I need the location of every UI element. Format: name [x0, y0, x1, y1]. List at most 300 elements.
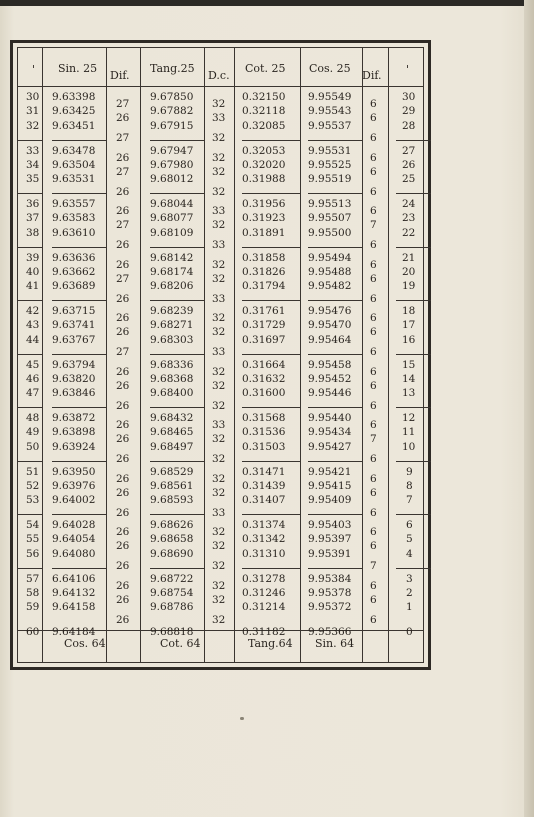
sin-value: 9.63794: [52, 358, 96, 371]
dif-right-value: 6: [370, 112, 377, 125]
column-rule: [106, 48, 107, 662]
dif-left-value: 26: [116, 506, 130, 519]
group-rule: [52, 247, 106, 248]
group-rule: [52, 407, 106, 408]
tang-value: 9.68561: [150, 479, 194, 492]
header-minute-left: ': [32, 63, 36, 76]
dif-left-value: 26: [116, 453, 130, 466]
dif-right-value: 6: [370, 379, 377, 392]
group-rule: [242, 514, 300, 515]
dif-right-value: 6: [370, 486, 377, 499]
sin-value: 9.64132: [52, 586, 96, 599]
sin-value: 9.63898: [52, 426, 96, 439]
dc-value: 32: [212, 526, 226, 539]
dif-right-value: 6: [370, 399, 377, 412]
dif-right-value: 6: [370, 346, 377, 359]
group-rule: [396, 461, 431, 462]
cos-value: 9.95464: [308, 333, 352, 346]
sin-value: 9.63846: [52, 387, 96, 400]
header-cos: Cos. 25: [309, 62, 351, 75]
minute-right: 4: [406, 547, 413, 560]
cot-value: 0.31794: [242, 280, 286, 293]
dc-value: 32: [212, 165, 226, 178]
ink-speck: [240, 717, 244, 720]
cot-value: 0.31858: [242, 251, 286, 264]
tang-value: 9.67915: [150, 119, 194, 132]
tang-value: 9.68722: [150, 572, 194, 585]
group-rule: [308, 247, 362, 248]
dif-left-value: 26: [116, 540, 130, 553]
dc-value: 32: [212, 540, 226, 553]
minute-left: 55: [26, 533, 40, 546]
minute-right: 11: [402, 426, 416, 439]
page-edge: [524, 0, 534, 817]
group-rule: [308, 354, 362, 355]
tang-value: 9.68818: [150, 626, 194, 638]
sin-value: 9.64002: [52, 494, 96, 507]
tang-value: 9.68239: [150, 305, 194, 317]
tang-value: 9.68142: [150, 251, 194, 264]
dc-value: 33: [212, 419, 226, 432]
tang-value: 9.67980: [150, 158, 194, 171]
tang-value: 9.67947: [150, 144, 194, 157]
cot-value: 0.31503: [242, 440, 286, 453]
dif-left-value: 26: [116, 151, 130, 164]
cot-value: 0.31761: [242, 305, 286, 317]
minute-right: 5: [406, 533, 413, 546]
sin-value: 9.63662: [52, 265, 96, 278]
group-rule: [18, 407, 42, 408]
dc-value: 32: [212, 312, 226, 325]
log-trig-table: [10, 40, 431, 670]
cot-value: 0.31214: [242, 601, 286, 614]
dc-value: 32: [212, 258, 226, 271]
minute-left: 31: [26, 105, 40, 118]
minute-left: 57: [26, 572, 40, 585]
dc-value: 32: [212, 151, 226, 164]
tang-value: 9.68271: [150, 319, 194, 332]
minute-left: 46: [26, 372, 40, 385]
minute-left: 33: [26, 144, 40, 157]
group-rule: [242, 461, 300, 462]
group-rule: [18, 514, 42, 515]
minute-left: 53: [26, 494, 40, 507]
dc-value: 32: [212, 472, 226, 485]
cos-value: 9.95500: [308, 226, 352, 239]
dif-left-value: 26: [116, 379, 130, 392]
sin-value: 9.63872: [52, 412, 96, 424]
column-rule: [42, 48, 43, 662]
group-rule: [242, 300, 300, 301]
tang-value: 9.68690: [150, 547, 194, 560]
minute-left: 36: [26, 198, 40, 210]
tang-value: 9.68206: [150, 280, 194, 293]
minute-right: 10: [402, 440, 416, 453]
cot-value: 0.31439: [242, 479, 286, 492]
cos-value: 9.95470: [308, 319, 352, 332]
sin-value: 9.63741: [52, 319, 96, 332]
group-rule: [52, 354, 106, 355]
minute-right: 18: [402, 305, 416, 317]
tang-value: 9.68077: [150, 212, 194, 225]
cos-value: 9.95397: [308, 533, 352, 546]
header-tang: Tang.25: [150, 62, 195, 75]
cot-value: 0.31826: [242, 265, 286, 278]
cot-value: 0.31278: [242, 572, 286, 585]
dif-left-value: 26: [116, 112, 130, 125]
minute-left: 39: [26, 251, 40, 264]
cot-value: 0.31246: [242, 586, 286, 599]
minute-right: 27: [402, 144, 416, 157]
cot-value: 0.31568: [242, 412, 286, 424]
group-rule: [242, 568, 300, 569]
dc-value: 33: [212, 346, 226, 359]
tang-value: 9.68012: [150, 173, 194, 186]
sin-value: 9.63451: [52, 119, 96, 132]
cos-value: 9.95531: [308, 144, 352, 157]
minute-left: 38: [26, 226, 40, 239]
cot-value: 0.31310: [242, 547, 286, 560]
cos-value: 9.95494: [308, 251, 352, 264]
sin-value: 9.63636: [52, 251, 96, 264]
minute-right: 19: [402, 280, 416, 293]
cos-value: 9.95446: [308, 387, 352, 400]
dif-right-value: 6: [370, 613, 377, 626]
dif-right-value: 6: [370, 98, 377, 111]
dif-right-value: 6: [370, 205, 377, 218]
group-rule: [242, 354, 300, 355]
dc-value: 32: [212, 486, 226, 499]
tang-value: 9.67882: [150, 105, 194, 118]
minute-right: 28: [402, 119, 416, 132]
cos-value: 9.95440: [308, 412, 352, 424]
cot-value: 0.31729: [242, 319, 286, 332]
dc-value: 32: [212, 365, 226, 378]
dif-right-value: 7: [370, 560, 377, 573]
minute-left: 37: [26, 212, 40, 225]
dc-value: 32: [212, 98, 226, 111]
sin-value: 9.63557: [52, 198, 96, 210]
dc-value: 32: [212, 433, 226, 446]
group-rule: [396, 140, 431, 141]
dif-right-value: 6: [370, 185, 377, 198]
footer-sin-col: Cos. 64: [64, 637, 106, 650]
dif-right-value: 6: [370, 579, 377, 592]
cos-value: 9.95519: [308, 173, 352, 186]
dif-left-value: 26: [116, 613, 130, 626]
sin-value: 9.64158: [52, 601, 96, 614]
header-dif-left: Dif.: [110, 69, 130, 82]
cot-value: 0.32150: [242, 91, 286, 103]
column-rule: [204, 48, 205, 662]
dif-right-value: 6: [370, 593, 377, 606]
dif-left-value: 26: [116, 399, 130, 412]
dif-left-value: 26: [116, 486, 130, 499]
cos-value: 9.95415: [308, 479, 352, 492]
group-rule: [396, 568, 431, 569]
group-rule: [308, 300, 362, 301]
minute-right: 15: [402, 358, 416, 371]
dif-left-value: 26: [116, 560, 130, 573]
minute-right: 3: [406, 572, 413, 585]
header-dif-right: Dif.: [362, 69, 382, 82]
group-rule: [150, 514, 204, 515]
minute-left: 56: [26, 547, 40, 560]
minute-left: 58: [26, 586, 40, 599]
dif-left-value: 26: [116, 593, 130, 606]
cos-value: 9.95537: [308, 119, 352, 132]
column-rule: [140, 48, 141, 662]
group-rule: [52, 193, 106, 194]
dc-value: 33: [212, 205, 226, 218]
dif-right-value: 7: [370, 219, 377, 232]
group-rule: [150, 247, 204, 248]
tang-value: 9.68174: [150, 265, 194, 278]
group-rule: [308, 193, 362, 194]
group-rule: [150, 461, 204, 462]
cos-value: 9.95513: [308, 198, 352, 210]
column-rule: [388, 48, 389, 662]
minute-left: 43: [26, 319, 40, 332]
cos-value: 9.95378: [308, 586, 352, 599]
minute-right: 14: [402, 372, 416, 385]
dif-right-value: 6: [370, 165, 377, 178]
group-rule: [52, 568, 106, 569]
sin-value: 9.63767: [52, 333, 96, 346]
dif-right-value: 6: [370, 292, 377, 305]
minute-right: 30: [402, 91, 416, 103]
dif-left-value: 27: [116, 165, 130, 178]
minute-right: 13: [402, 387, 416, 400]
minute-left: 47: [26, 387, 40, 400]
group-rule: [308, 140, 362, 141]
minute-left: 40: [26, 265, 40, 278]
header-dc: D.c.: [208, 69, 230, 82]
dif-left-value: 27: [116, 346, 130, 359]
tang-value: 9.68109: [150, 226, 194, 239]
dif-left-value: 26: [116, 419, 130, 432]
dif-left-value: 26: [116, 239, 130, 252]
sin-value: 9.63689: [52, 280, 96, 293]
dif-right-value: 6: [370, 419, 377, 432]
dc-value: 32: [212, 613, 226, 626]
cos-value: 9.95525: [308, 158, 352, 171]
header-sin: Sin. 25: [58, 62, 98, 75]
cos-value: 9.95488: [308, 265, 352, 278]
cos-value: 9.95458: [308, 358, 352, 371]
group-rule: [396, 407, 431, 408]
minute-right: 9: [406, 465, 413, 478]
group-rule: [18, 247, 42, 248]
group-rule: [242, 247, 300, 248]
minute-right: 20: [402, 265, 416, 278]
dif-right-value: 6: [370, 258, 377, 271]
dif-left-value: 27: [116, 272, 130, 285]
group-rule: [242, 140, 300, 141]
dif-right-value: 7: [370, 433, 377, 446]
dc-value: 32: [212, 132, 226, 145]
sin-value: 9.63531: [52, 173, 96, 186]
cos-value: 9.95372: [308, 601, 352, 614]
minute-right: 21: [402, 251, 416, 264]
minute-right: 22: [402, 226, 416, 239]
group-rule: [150, 300, 204, 301]
cot-value: 0.31632: [242, 372, 286, 385]
minute-left: 30: [26, 91, 40, 103]
group-rule: [308, 514, 362, 515]
group-rule: [396, 514, 431, 515]
minute-right: 12: [402, 412, 416, 424]
minute-left: 51: [26, 465, 40, 478]
sin-value: 9.63924: [52, 440, 96, 453]
dif-right-value: 6: [370, 506, 377, 519]
tang-value: 9.67850: [150, 91, 194, 103]
cos-value: 9.95507: [308, 212, 352, 225]
cos-value: 9.95549: [308, 91, 352, 103]
dif-right-value: 6: [370, 326, 377, 339]
group-rule: [52, 461, 106, 462]
dif-left-value: 26: [116, 579, 130, 592]
group-rule: [308, 568, 362, 569]
cot-value: 0.31342: [242, 533, 286, 546]
minute-right: 0: [406, 626, 413, 638]
dc-value: 32: [212, 326, 226, 339]
cot-value: 0.31988: [242, 173, 286, 186]
cot-value: 0.32118: [242, 105, 286, 118]
group-rule: [52, 514, 106, 515]
cot-value: 0.32085: [242, 119, 286, 132]
dif-right-value: 6: [370, 472, 377, 485]
group-rule: [18, 300, 42, 301]
group-rule: [150, 568, 204, 569]
tang-value: 9.68336: [150, 358, 194, 371]
minute-right: 17: [402, 319, 416, 332]
dc-value: 33: [212, 112, 226, 125]
footer-cos-col: Sin. 64: [315, 637, 355, 650]
dc-value: 32: [212, 379, 226, 392]
group-rule: [18, 140, 42, 141]
group-rule: [308, 407, 362, 408]
minute-left: 42: [26, 305, 40, 317]
group-rule: [242, 407, 300, 408]
sin-value: 9.64054: [52, 533, 96, 546]
header-rule: [18, 86, 423, 87]
sin-value: 9.63478: [52, 144, 96, 157]
cot-value: 0.31182: [242, 626, 286, 638]
cot-value: 0.32020: [242, 158, 286, 171]
dc-value: 32: [212, 560, 226, 573]
group-rule: [18, 568, 42, 569]
tang-value: 9.68465: [150, 426, 194, 439]
group-rule: [396, 354, 431, 355]
minute-right: 6: [406, 519, 413, 531]
dif-left-value: 26: [116, 292, 130, 305]
column-rule: [234, 48, 235, 662]
minute-left: 48: [26, 412, 40, 424]
tang-value: 9.68497: [150, 440, 194, 453]
sin-value: 9.63976: [52, 479, 96, 492]
group-rule: [52, 140, 106, 141]
dif-right-value: 6: [370, 365, 377, 378]
cot-value: 0.31697: [242, 333, 286, 346]
minute-left: 54: [26, 519, 40, 531]
tang-value: 9.68754: [150, 586, 194, 599]
group-rule: [396, 300, 431, 301]
dif-left-value: 26: [116, 205, 130, 218]
tang-value: 9.68400: [150, 387, 194, 400]
dif-right-value: 6: [370, 272, 377, 285]
dif-left-value: 26: [116, 365, 130, 378]
cot-value: 0.31471: [242, 465, 286, 478]
dif-left-value: 26: [116, 326, 130, 339]
dif-left-value: 27: [116, 132, 130, 145]
minute-left: 49: [26, 426, 40, 439]
minute-right: 16: [402, 333, 416, 346]
cos-value: 9.95543: [308, 105, 352, 118]
dif-left-value: 26: [116, 258, 130, 271]
cos-value: 9.95384: [308, 572, 352, 585]
cos-value: 9.95391: [308, 547, 352, 560]
minute-left: 41: [26, 280, 40, 293]
dc-value: 32: [212, 272, 226, 285]
dif-right-value: 6: [370, 526, 377, 539]
group-rule: [150, 354, 204, 355]
minute-right: 25: [402, 173, 416, 186]
cot-value: 0.31956: [242, 198, 286, 210]
minute-right: 29: [402, 105, 416, 118]
group-rule: [150, 407, 204, 408]
footer-cot-col: Tang.64: [248, 637, 293, 650]
sin-value: 9.63504: [52, 158, 96, 171]
group-rule: [308, 461, 362, 462]
tang-value: 9.68044: [150, 198, 194, 210]
column-rule: [300, 48, 301, 662]
tang-value: 9.68593: [150, 494, 194, 507]
cos-value: 9.95409: [308, 494, 352, 507]
dif-right-value: 6: [370, 151, 377, 164]
cos-value: 9.95476: [308, 305, 352, 317]
footer-tang-col: Cot. 64: [160, 637, 201, 650]
cos-value: 9.95434: [308, 426, 352, 439]
tang-value: 9.68368: [150, 372, 194, 385]
dc-value: 32: [212, 453, 226, 466]
group-rule: [18, 193, 42, 194]
dif-right-value: 6: [370, 312, 377, 325]
sin-value: 9.63425: [52, 105, 96, 118]
cot-value: 0.32053: [242, 144, 286, 157]
minute-left: 60: [26, 626, 40, 638]
minute-left: 35: [26, 173, 40, 186]
cot-value: 0.31923: [242, 212, 286, 225]
cos-value: 9.95421: [308, 465, 352, 478]
sin-value: 9.63610: [52, 226, 96, 239]
tang-value: 9.68626: [150, 519, 194, 531]
cos-value: 9.95427: [308, 440, 352, 453]
minute-left: 59: [26, 601, 40, 614]
minute-right: 1: [406, 601, 413, 614]
cot-value: 0.31374: [242, 519, 286, 531]
group-rule: [150, 193, 204, 194]
tang-value: 9.68786: [150, 601, 194, 614]
dc-value: 32: [212, 399, 226, 412]
header-minute-right: ': [406, 63, 410, 76]
minute-left: 50: [26, 440, 40, 453]
dif-left-value: 26: [116, 472, 130, 485]
minute-right: 8: [406, 479, 413, 492]
dif-right-value: 6: [370, 540, 377, 553]
dif-left-value: 27: [116, 219, 130, 232]
dif-left-value: 26: [116, 185, 130, 198]
